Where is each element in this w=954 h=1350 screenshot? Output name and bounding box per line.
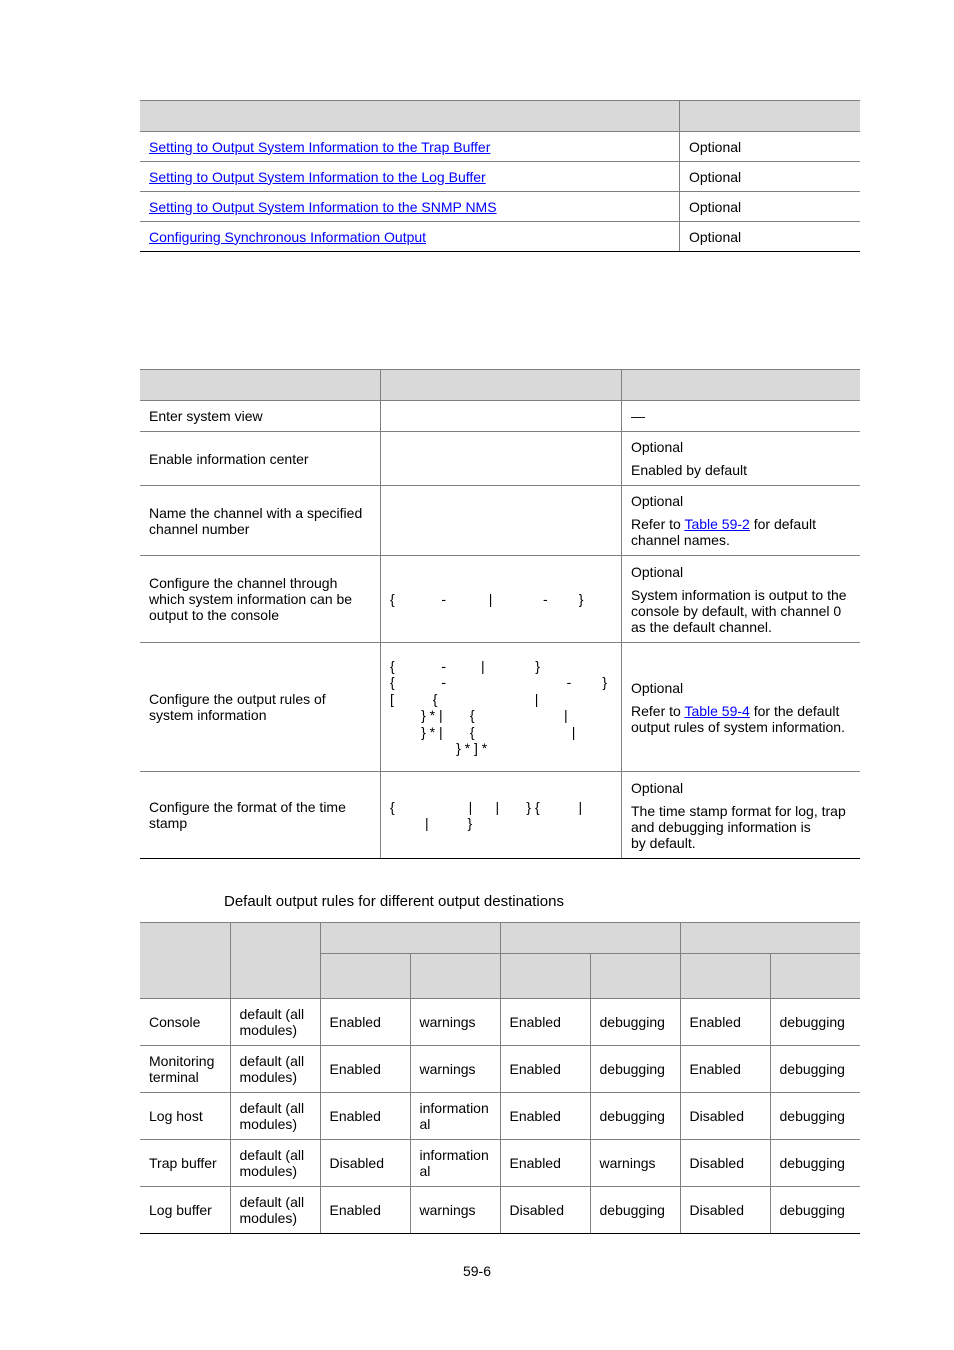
table-cell: debugging bbox=[770, 1140, 860, 1187]
table-cell: Trap buffer bbox=[140, 1140, 230, 1187]
link-trap-buffer[interactable]: Setting to Output System Information to the Trap Buffer bbox=[149, 138, 491, 155]
table-row bbox=[140, 772, 860, 859]
header-cell bbox=[500, 954, 590, 999]
table-cell: warnings bbox=[410, 1046, 500, 1093]
table-cell: default (all modules) bbox=[230, 1046, 320, 1093]
command-cell: { - | - } bbox=[381, 556, 622, 643]
remark-cell: Optional bbox=[680, 132, 861, 162]
command-cell bbox=[381, 486, 622, 556]
table-cell: Log host bbox=[140, 1093, 230, 1140]
table-cell: Console bbox=[140, 999, 230, 1046]
table-row bbox=[140, 432, 860, 486]
operation-cell: Configure the format of the time stamp bbox=[140, 772, 381, 859]
table-cell: Enabled bbox=[500, 1046, 590, 1093]
header-cell bbox=[590, 954, 680, 999]
operation-cell: Configure the output rules of system information bbox=[140, 643, 381, 772]
table-cell: default (all modules) bbox=[230, 1093, 320, 1140]
remarks-cell: Optional The time stamp format for log, trap and debugging information is by default. bbox=[622, 772, 861, 859]
table-cell: Disabled bbox=[320, 1140, 410, 1187]
header-cell bbox=[140, 370, 381, 401]
command-cell: { | | } { | | } bbox=[381, 772, 622, 859]
table-cell: Disabled bbox=[680, 1187, 770, 1234]
operation-cell: Name the channel with a specified channel number bbox=[140, 486, 381, 556]
table-cell: Disabled bbox=[680, 1093, 770, 1140]
header-cell bbox=[680, 101, 861, 132]
command-cell bbox=[381, 432, 622, 486]
remark-cell: Optional bbox=[680, 192, 861, 222]
task-table-header bbox=[140, 101, 860, 132]
table-cell: debugging bbox=[590, 1046, 680, 1093]
link-table-59-2[interactable]: Table 59-2 bbox=[684, 516, 750, 532]
header-cell bbox=[140, 923, 230, 999]
link-log-buffer[interactable]: Setting to Output System Information to the Log Buffer bbox=[149, 168, 486, 185]
config-table-header bbox=[140, 370, 860, 401]
header-cell bbox=[381, 370, 622, 401]
table-row bbox=[140, 1140, 860, 1187]
table-cell: Enabled bbox=[320, 1093, 410, 1140]
config-steps-table bbox=[140, 369, 860, 859]
table-cell: Enabled bbox=[500, 1140, 590, 1187]
table-cell: Enabled bbox=[680, 999, 770, 1046]
table-cell: debugging bbox=[770, 1093, 860, 1140]
operation-cell: Configure the channel through which system information can be output to the console bbox=[140, 556, 381, 643]
table-cell: Enabled bbox=[320, 1046, 410, 1093]
table-caption: Default output rules for different output destinations bbox=[224, 893, 564, 910]
header-cell bbox=[500, 923, 680, 954]
table-cell: warnings bbox=[590, 1140, 680, 1187]
link-snmp-nms[interactable]: Setting to Output System Information to the SNMP NMS bbox=[149, 198, 497, 215]
table-cell: Enabled bbox=[500, 1093, 590, 1140]
table-row bbox=[140, 162, 860, 192]
remark-cell: Optional bbox=[680, 162, 861, 192]
header-cell bbox=[680, 923, 860, 954]
table-cell: Disabled bbox=[680, 1140, 770, 1187]
header-cell bbox=[770, 954, 860, 999]
table-cell: debugging bbox=[590, 999, 680, 1046]
header-cell bbox=[320, 923, 500, 954]
remarks-cell: Optional Refer to Table 59-2 for default channel names. bbox=[622, 486, 861, 556]
table-row bbox=[140, 643, 860, 772]
table-row bbox=[140, 556, 860, 643]
table-cell: default (all modules) bbox=[230, 1187, 320, 1234]
table-cell: information al bbox=[410, 1140, 500, 1187]
page-number: 59-6 bbox=[462, 1263, 492, 1279]
remarks-cell: Optional System information is output to the console by default, with channel 0 as the default channel. bbox=[622, 556, 861, 643]
remarks-cell: Optional Enabled by default bbox=[622, 432, 861, 486]
table-cell: default (all modules) bbox=[230, 1140, 320, 1187]
table-cell: warnings bbox=[410, 1187, 500, 1234]
table-cell: default (all modules) bbox=[230, 999, 320, 1046]
table-cell: debugging bbox=[590, 1093, 680, 1140]
table-row bbox=[140, 132, 860, 162]
link-table-59-4[interactable]: Table 59-4 bbox=[684, 702, 750, 719]
table-row bbox=[140, 1093, 860, 1140]
link-synchronous-output[interactable]: Configuring Synchronous Information Output bbox=[149, 228, 427, 245]
table-cell: Enabled bbox=[320, 999, 410, 1046]
table-cell: debugging bbox=[590, 1187, 680, 1234]
remark-cell: Optional bbox=[680, 222, 861, 252]
table-row bbox=[140, 999, 860, 1046]
header-cell bbox=[410, 954, 500, 999]
output-rules-table bbox=[140, 922, 860, 1234]
table-cell: Monitoring terminal bbox=[140, 1046, 230, 1093]
header-cell bbox=[230, 923, 320, 999]
table-cell: Enabled bbox=[320, 1187, 410, 1234]
header-cell bbox=[622, 370, 861, 401]
table-cell: Disabled bbox=[500, 1187, 590, 1234]
table-cell: Enabled bbox=[500, 999, 590, 1046]
header-cell bbox=[320, 954, 410, 999]
table-row bbox=[140, 222, 860, 252]
remarks-cell: — bbox=[622, 401, 861, 432]
operation-cell: Enable information center bbox=[140, 432, 381, 486]
header-cell bbox=[140, 101, 680, 132]
table-row bbox=[140, 192, 860, 222]
table-cell: warnings bbox=[410, 999, 500, 1046]
table-cell: debugging bbox=[770, 999, 860, 1046]
command-cell bbox=[381, 401, 622, 432]
table-cell: debugging bbox=[770, 1046, 860, 1093]
output-table-header bbox=[140, 923, 860, 954]
table-cell: debugging bbox=[770, 1187, 860, 1234]
remarks-cell: Optional Refer to Table 59-4 for the default output rules of system information. bbox=[622, 643, 861, 772]
task-table bbox=[140, 100, 860, 252]
table-cell: Log buffer bbox=[140, 1187, 230, 1234]
table-row bbox=[140, 486, 860, 556]
table-row bbox=[140, 1046, 860, 1093]
header-cell bbox=[680, 954, 770, 999]
operation-cell: Enter system view bbox=[140, 401, 381, 432]
table-row bbox=[140, 401, 860, 432]
table-cell: Enabled bbox=[680, 1046, 770, 1093]
table-row bbox=[140, 1187, 860, 1234]
command-cell: { - | } { - - } [ { | } * | { | } * | { | } * ] * bbox=[381, 643, 622, 772]
table-cell: information al bbox=[410, 1093, 500, 1140]
